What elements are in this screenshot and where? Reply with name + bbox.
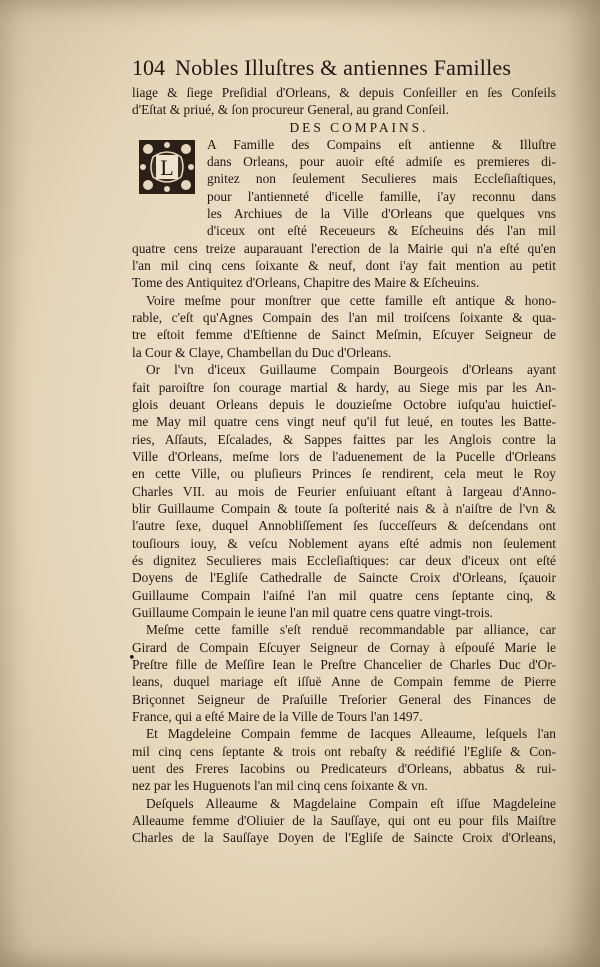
- text-line: blir Guillaume Compain & toute ſa poſterité nais & à n'aiſtre de l'vn &: [132, 500, 556, 516]
- text-line: Briçonnet Seigneur de Praſuille Treſorier General des Finances de: [132, 691, 556, 707]
- text-line: me May mil quatre cens vingt neuf qu'il fut leué, en toutes les Batte-: [132, 414, 556, 430]
- text-line: Guillaume Compain l'aiſné l'an mil quatre cens ſeptante cinq, &: [132, 587, 556, 603]
- text-line: liage & ſiege Preſidial d'Orleans, & depuis Conſeiller en ſes Conſeils: [132, 85, 556, 100]
- drop-cap-paragraph: [132, 136, 556, 240]
- text-line: Et Magdeleine Compain femme de Iacques Alleaume, leſquels l'an: [146, 726, 556, 742]
- text-line: Girard de Compain Eſcuyer Seigneur de Cornay à eſpouſé Marie le: [132, 639, 556, 655]
- text-line: Preſtre fille de Meſſire Iean le Preſtre Chancelier de Charles Duc d'Or-: [132, 657, 556, 672]
- text-line: gnitez non ſeulement Seculieres mais Eccleſiaſtiques,: [207, 171, 556, 187]
- paragraph-1-continued: [132, 240, 556, 292]
- ornamental-drop-cap-icon: [138, 139, 196, 195]
- text-line: Alleaume femme d'Oliuier de la Sauſſaye, qui ont eu pour fils Maiſtre: [132, 813, 556, 829]
- text-line: l'an mil cinq cens ſoixante & neuf, dont i'ay fait mention au petit: [132, 258, 556, 274]
- text-line: rable, c'eſt qu'Agnes Compain des l'an mil troiſcens ſoixante & qua-: [132, 310, 556, 326]
- text-line: Charles de la Sauſſaye Doyen de l'Egliſe de Saincte Croix d'Orleans,: [132, 830, 556, 846]
- margin-mark: •: [128, 651, 136, 666]
- text-line: la Cour & Claye, Chambellan du Duc d'Orleans.: [132, 344, 392, 360]
- text-line: mil cinq cens ſeptante & trois ont rebaſty & reédifié l'Egliſe & Con-: [132, 743, 556, 759]
- text-line: ries, Aſſauts, Eſcalades, & Sappes faittes par les Anglois contre la: [132, 431, 556, 447]
- paragraph-5: [132, 725, 556, 794]
- opening-lines: [132, 84, 556, 119]
- text-line: Meſme cette famille s'eſt renduë recommandable par alliance, car: [146, 622, 556, 638]
- paragraph-3: [132, 361, 556, 621]
- text-line: Ville d'Orleans, meſme lors de l'aduenement de la Pucelle d'Orleans: [132, 448, 556, 464]
- text-line: d'iceux ont eſté Receueurs & Eſcheuins dés l'an mil: [207, 223, 556, 239]
- text-line: tre eſtoit femme d'Eſtienne de Sainct Meſmin, Eſcuyer Seigneur de: [132, 327, 556, 343]
- text-line: Charles VII. au mois de Feurier enſuiuant eſtant à Iargeau d'Anno-: [132, 483, 556, 499]
- text-line: Guillaume Compain le ieune l'an mil quatre cens quatre vingt-trois.: [132, 604, 493, 620]
- text-line: les Archiues de la Ville d'Orleans que quelques vns: [207, 206, 556, 222]
- section-title: DES COMPAINS.: [289, 119, 429, 135]
- text-line: Voire meſme pour monſtrer que cette famille eſt antique & hono-: [146, 292, 556, 308]
- svg-text:L: L: [160, 154, 174, 180]
- text-line: l'autre ſexe, duquel Annobliſſement ſes ſucceſſeurs & deſcendans ont: [132, 518, 556, 534]
- paragraph-2: [132, 292, 556, 361]
- text-line: quatre cens treize auparauant l'erection de la Mairie qui n'a eſté qu'en: [132, 240, 556, 256]
- text-line: Tome des Antiquitez d'Orleans, Chapitre des Maire & Eſcheuins.: [132, 275, 480, 291]
- text-line: Doyens de l'Egliſe Cathedralle de Saincte Croix d'Orleans, ſçauoir: [132, 570, 556, 586]
- text-line: France, qui a eſté Maire de la Ville de Tours l'an 1497.: [132, 709, 423, 725]
- text-line: dans Orleans, pour auoir eſté admiſe es premieres di-: [207, 154, 556, 170]
- running-title: Nobles Illuſtres & antiennes Familles: [175, 55, 512, 80]
- text-line: Or l'vn d'iceux Guillaume Compain Bourgeois d'Orleans ayant: [146, 362, 556, 378]
- page-number: 104: [132, 55, 165, 80]
- text-line: uent des Freres Iacobins ou Predicateurs d'Orleans, abbatus & rui-: [132, 761, 556, 777]
- page-text: [132, 52, 556, 847]
- running-header: [132, 52, 556, 84]
- text-line: en cette Ville, ou pluſieurs Princes ſe rendirent, cela meut le Roy: [132, 466, 556, 482]
- text-line: leans, duquel mariage eſt iſſuë Anne de Compain femme de Pierre: [132, 674, 556, 690]
- text-line: és dignitez Seculieres mais Eccleſiaſtiques: car deux d'iceux ont eſté: [132, 552, 556, 568]
- text-line: fait paroiſtre ſon courage martial & hardy, au Siege mis par les An-: [132, 379, 556, 395]
- text-line: d'Eſtat & priué, & ſon procureur General, au grand Conſeil.: [132, 102, 449, 118]
- text-line: A Famille des Compains eſt antienne & Illuſtre: [207, 136, 556, 152]
- paragraph-6: [132, 795, 556, 847]
- text-line: glois deuant Orleans depuis le douzieſme Octobre iuſqu'au huictieſ-: [132, 396, 556, 412]
- paragraph-4: [132, 621, 556, 725]
- text-line: pour l'antienneté d'icelle famille, i'ay reconnu dans: [207, 188, 556, 204]
- text-line: touſiours iouy, & veſcu Noblement ayans eſté admis non ſeulement: [132, 535, 556, 551]
- text-line: nez par les Huguenots l'an mil cinq cens ſoixante & vn.: [132, 778, 428, 794]
- text-line: Deſquels Alleaume & Magdelaine Compain eſt iſſue Magdeleine: [146, 795, 556, 811]
